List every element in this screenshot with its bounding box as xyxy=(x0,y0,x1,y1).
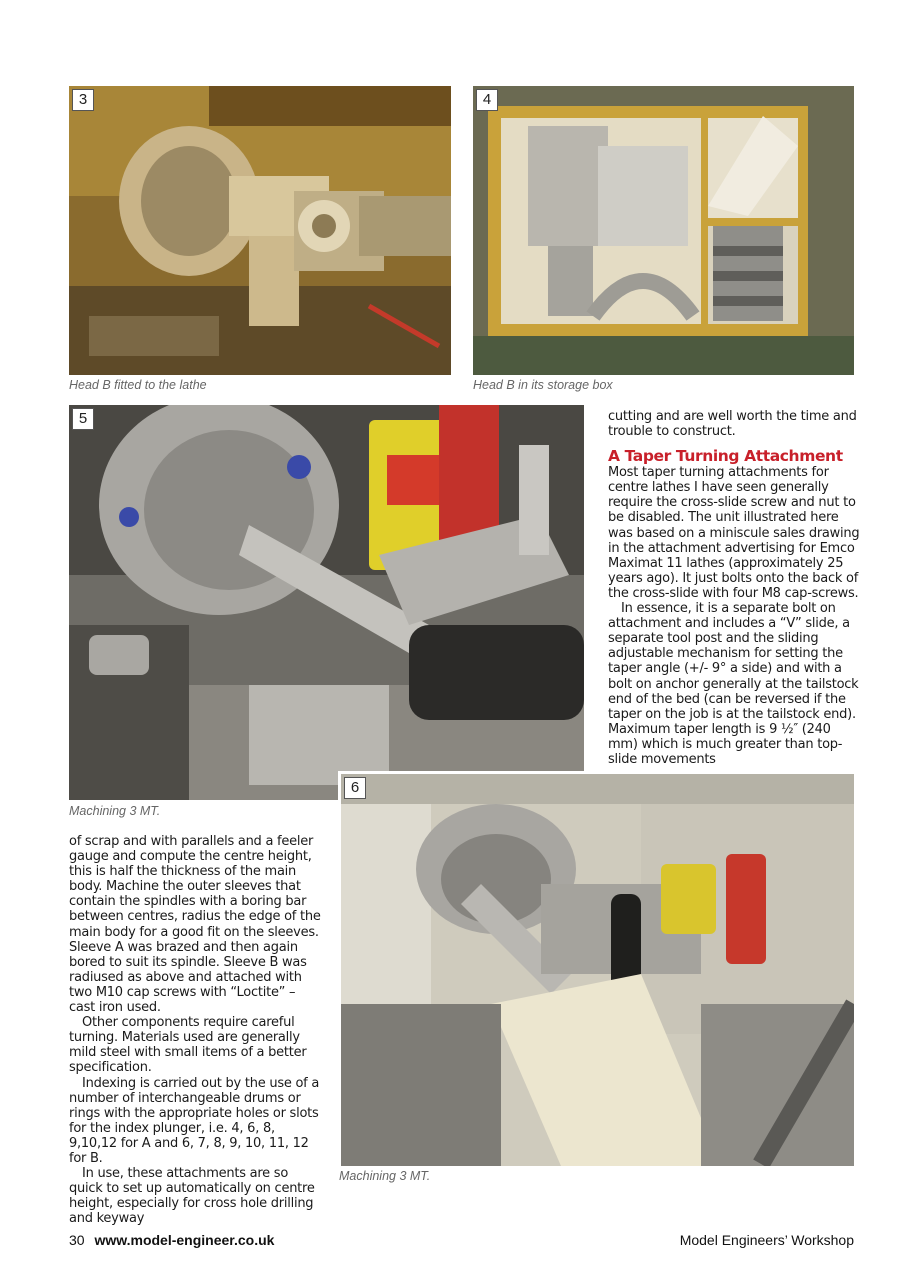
figure-3-caption: Head B fitted to the lathe xyxy=(69,378,207,392)
figure-number-badge: 3 xyxy=(72,89,94,111)
figure-number-badge: 6 xyxy=(344,777,366,799)
paragraph: In essence, it is a separate bolt on attachment and includes a “V” slide, a separate tool post and the sliding adjustable mechanism for setting the taper angle (+/- 9° a side) and with a bolt on anchor generally at the tailstock end of the bed (can be reversed if the taper on the job is at the tailstock end). Maximum taper length is 9 ½″ (240 mm) which is much greater than top-slide movements xyxy=(608,601,859,767)
figure-5-caption: Machining 3 MT. xyxy=(69,804,161,818)
right-column-text xyxy=(608,409,860,767)
figure-number-badge: 4 xyxy=(476,89,498,111)
paragraph: cutting and are well worth the time and trouble to construct. xyxy=(608,409,857,440)
section-heading: A Taper Turning Attachment xyxy=(608,447,843,466)
figure-3-photo xyxy=(69,86,451,375)
paragraph: Most taper turning attachments for centre lathes I have seen generally require the cross-slide screw and nut to be disabled. The unit illustrated here was based on a miniscule sales drawing in the attachment advertising for Emco Maximat 11 lathes (approximately 25 years ago). It just bolts onto the back of the cross-slide with four M8 cap-screws. xyxy=(608,465,860,601)
figure-6-caption: Machining 3 MT. xyxy=(339,1169,431,1183)
lathe-chuck-photo-icon xyxy=(69,405,584,800)
paragraph: In use, these attachments are so quick to set up automatically on centre height, especially for cross hole drilling and keyway xyxy=(69,1166,315,1227)
paragraph: Other components require careful turning. Materials used are generally mild steel with small items of a better specification. xyxy=(69,1015,307,1076)
storage-box-photo-icon xyxy=(473,86,854,375)
left-column-text xyxy=(69,834,321,1226)
figure-4-caption: Head B in its storage box xyxy=(473,378,613,392)
footer-left xyxy=(69,1232,274,1248)
lathe-workshop-photo-icon xyxy=(341,774,854,1166)
page-number: 30 xyxy=(69,1232,85,1248)
paragraph: Indexing is carried out by the use of a number of interchangeable drums or rings with the appropriate holes or slots for the index plunger, i.e. 4, 6, 8, 9,10,12 for A and 6, 7, 8, 9, 10, 11, 12 for B. xyxy=(69,1075,320,1166)
figure-5-photo xyxy=(69,405,584,800)
paragraph: of scrap and with parallels and a feeler gauge and compute the centre height, this is half the thickness of the main body. Machine the outer sleeves that contain the spindles with a boring bar between centres, radius the edge of the main body for a good fit on the sleeves. Sleeve A was brazed and then again bored to suit its spindle. Sleeve B was radiused as above and attached with two M10 cap screws with “Loctite” – cast iron used. xyxy=(69,834,321,1016)
lathe-photo-icon xyxy=(69,86,451,375)
website-link[interactable]: www.model-engineer.co.uk xyxy=(94,1232,275,1248)
figure-number-badge: 5 xyxy=(72,408,94,430)
figure-6-photo xyxy=(338,771,854,1166)
magazine-name: Model Engineers’ Workshop xyxy=(679,1232,854,1248)
figure-4-photo xyxy=(473,86,854,375)
